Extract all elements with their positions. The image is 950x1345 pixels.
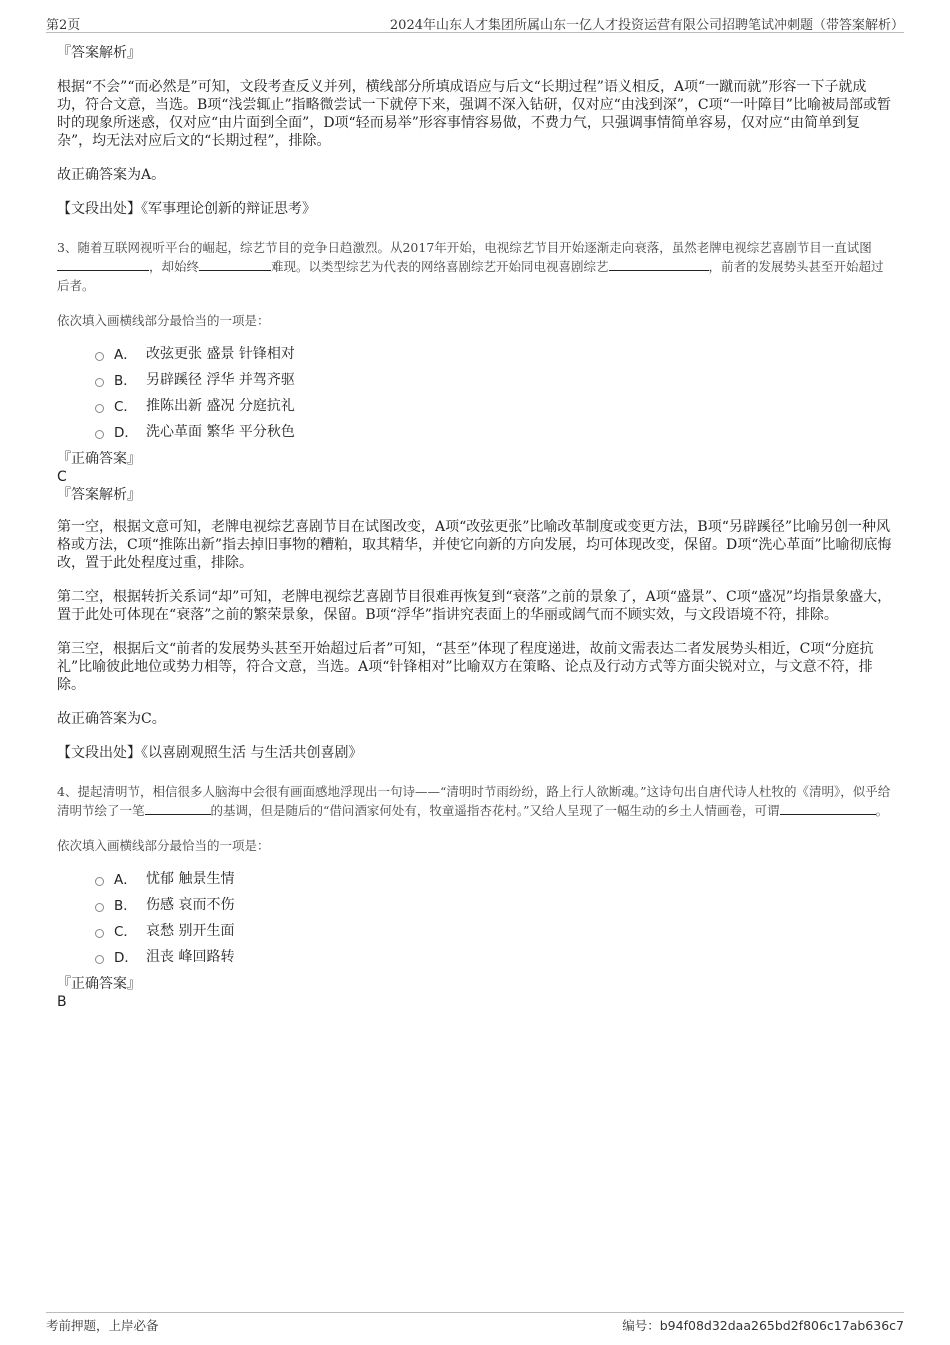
blank-2 — [199, 258, 271, 271]
q4-correct-label: 『正确答案』 — [57, 976, 141, 992]
q3-option-b[interactable]: B． 另辟蹊径 浮华 并驾齐驱 — [95, 366, 893, 392]
q2-source: 【文段出处】《军事理论创新的辩证思考》 — [57, 201, 316, 217]
q3-option-d[interactable]: D． 洗心革面 繁华 平分秋色 — [95, 418, 893, 444]
q3-analysis-label: 『答案解析』 — [57, 487, 141, 503]
q3-source: 【文段出处】《以喜剧观照生活 与生活共创喜剧》 — [57, 745, 363, 761]
radio-icon[interactable] — [95, 352, 104, 361]
q3-options — [95, 340, 893, 444]
radio-icon[interactable] — [95, 378, 104, 387]
radio-icon[interactable] — [95, 430, 104, 439]
blank-2 — [780, 802, 876, 815]
q3-analysis-para-1: 第一空，根据文意可知，老牌电视综艺喜剧节目在试图改变，A项“改弦更张”比喻改革制度或变更方法，B项“另辟蹊径”比喻另创一种风格或方法，C项“推陈出新”指去掉旧事物的糟粕，取其精华，并使它向新的方向发展，均可体现改变，保留。D项“洗心革面”比喻彻底悔改，置于此处程度过重，排除。 — [57, 519, 892, 571]
q3-stem: 3、随着互联网视听平台的崛起，综艺节目的竞争日趋激烈。从2017年开始，电视综艺节目开始逐渐走向衰落，虽然老牌电视综艺喜剧节目一直试图，却始终 难现。以类型综艺为代表的网络喜剧综艺开始同电视喜剧综艺 ，前者的发展势头甚至开始超过后者。 — [57, 240, 884, 293]
q3-correct-answer: C — [57, 469, 67, 485]
q3-option-c[interactable]: C． 推陈出新 盛况 分庭抗礼 — [95, 392, 893, 418]
q3-correct-label: 『正确答案』 — [57, 451, 141, 467]
radio-icon[interactable] — [95, 404, 104, 413]
q2-analysis-label: 『答案解析』 — [57, 45, 141, 61]
q3-option-a[interactable]: A． 改弦更张 盛景 针锋相对 — [95, 340, 893, 366]
page-header — [46, 14, 904, 33]
q4-option-a[interactable]: A． 忧郁 触景生情 — [95, 865, 893, 891]
q4-prompt: 依次填入画横线部分最恰当的一项是： — [57, 838, 270, 853]
q3-analysis-para-2: 第二空，根据转折关系词“却”可知，老牌电视综艺喜剧节目很难再恢复到“衰落”之前的景象了，A项“盛景”、C项“盛况”均指景象盛大，置于此处可体现在“衰落”之前的繁荣景象，保留。B项“浮华”指讲究表面上的华丽或阔气而不顾实效，与文段语境不符，排除。 — [57, 589, 892, 623]
page-number: 第2页 — [46, 18, 81, 33]
page-footer — [46, 1312, 904, 1335]
radio-icon[interactable] — [95, 955, 104, 964]
blank-3 — [609, 258, 709, 271]
q4-options — [95, 865, 893, 969]
q4-option-c[interactable]: C． 哀愁 别开生面 — [95, 917, 893, 943]
q3-prompt: 依次填入画横线部分最恰当的一项是： — [57, 313, 270, 328]
footer-slogan: 考前押题，上岸必备 — [46, 1318, 159, 1333]
blank-1 — [145, 802, 211, 815]
radio-icon[interactable] — [95, 929, 104, 938]
blank-1 — [57, 258, 149, 271]
q3-analysis-para-3: 第三空，根据后文“前者的发展势头甚至开始超过后者”可知，“甚至”体现了程度递进，故前文需表达二者发展势头相近，C项“分庭抗礼”比喻彼此地位或势力相等，符合文意，当选。A项“针锋相对”比喻双方在策略、论点及行动方式等方面尖锐对立，与文意不符，排除。 — [57, 641, 874, 693]
radio-icon[interactable] — [95, 903, 104, 912]
q4-correct-answer: B — [57, 994, 67, 1010]
q2-conclusion: 故正确答案为A。 — [57, 167, 166, 183]
radio-icon[interactable] — [95, 877, 104, 886]
q4-stem: 4、提起清明节，相信很多人脑海中会很有画面感地浮现出一句诗——“清明时节雨纷纷，路上行人欲断魂。”这诗句出自唐代诗人杜牧的《清明》，似乎给清明节绘了一笔 的基调，但是随后的“借问酒家何处有，牧童遥指杏花村。”又给人呈现了一幅生动的乡土人情画卷，可谓 。 — [57, 784, 891, 818]
page-content — [57, 44, 893, 1011]
q4-option-b[interactable]: B． 伤感 哀而不伤 — [95, 891, 893, 917]
document-code: 编号：b94f08d32daa265bd2f806c17ab636c7 — [622, 1318, 904, 1333]
q4-option-d[interactable]: D． 沮丧 峰回路转 — [95, 943, 893, 969]
q3-conclusion: 故正确答案为C。 — [57, 711, 166, 727]
document-title: 2024年山东人才集团所属山东一亿人才投资运营有限公司招聘笔试冲刺题（带答案解析） — [389, 18, 904, 33]
q2-analysis-text: 根据“不会”“而必然是”可知，文段考查反义并列，横线部分所填成语应与后文“长期过程”语义相反，A项“一蹴而就”形容一下子就成功，符合文意，当选。B项“浅尝辄止”指略微尝试一下就停下来，强调不深入钻研，仅对应“由浅到深”，C项“一叶障目”比喻被局部或暂时的现象所迷惑，仅对应“由片面到全面”，D项“轻而易举”形容事情容易做，不费力气，只强调事情简单容易，仅对应“由简单到复杂”，均无法对应后文的“长期过程”，排除。 — [57, 79, 891, 149]
